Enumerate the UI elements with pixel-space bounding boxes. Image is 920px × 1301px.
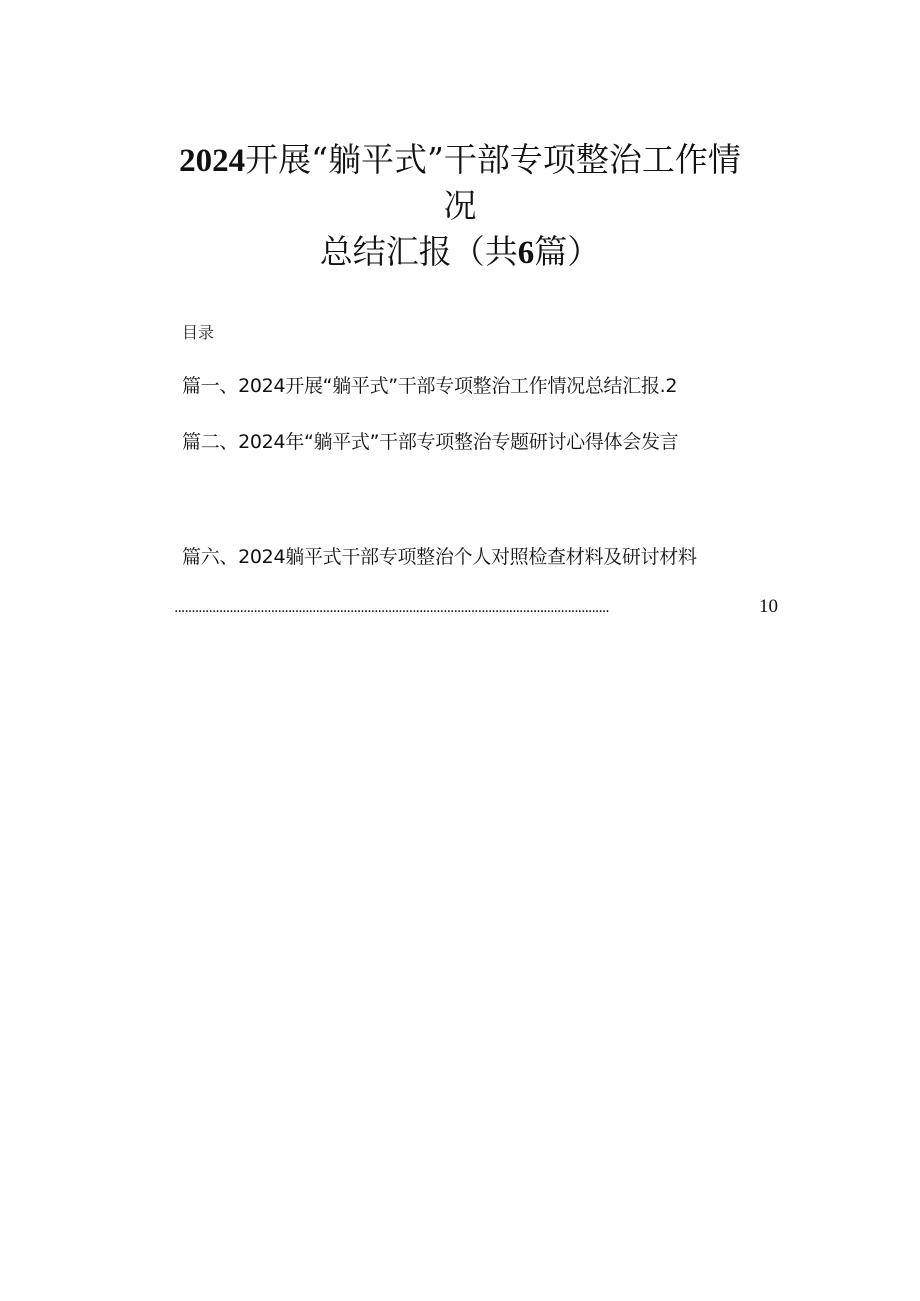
title-text-1: 开展“躺平式”干部专项整治工作情 [245, 140, 741, 179]
toc-leader-line[interactable] [174, 594, 778, 621]
title-count: 6 [517, 235, 535, 271]
toc-heading: 目录 [182, 323, 215, 342]
title-text-2: 况 [443, 186, 477, 225]
title-year: 2024 [179, 143, 246, 179]
toc-item-2[interactable]: 篇二、2024年“躺平式”干部专项整治专题研讨心得体会发言 [182, 431, 679, 453]
toc-leader-dots: .............................................................................................................................. [174, 600, 609, 616]
document-title-line-2 [140, 186, 780, 226]
document-title-line-1 [140, 140, 780, 181]
toc-page-number: 10 [759, 596, 778, 617]
toc-item-6[interactable]: 篇六、2024躺平式干部专项整治个人对照检查材料及研讨材料 [182, 546, 697, 568]
toc-item-1[interactable]: 篇一、2024开展“躺平式”干部专项整治工作情况总结汇报.2 [182, 375, 678, 397]
document-title-line-3 [140, 232, 780, 273]
title-text-3: 总结汇报（共 [319, 232, 518, 271]
title-text-3-suffix: 篇） [534, 232, 601, 271]
